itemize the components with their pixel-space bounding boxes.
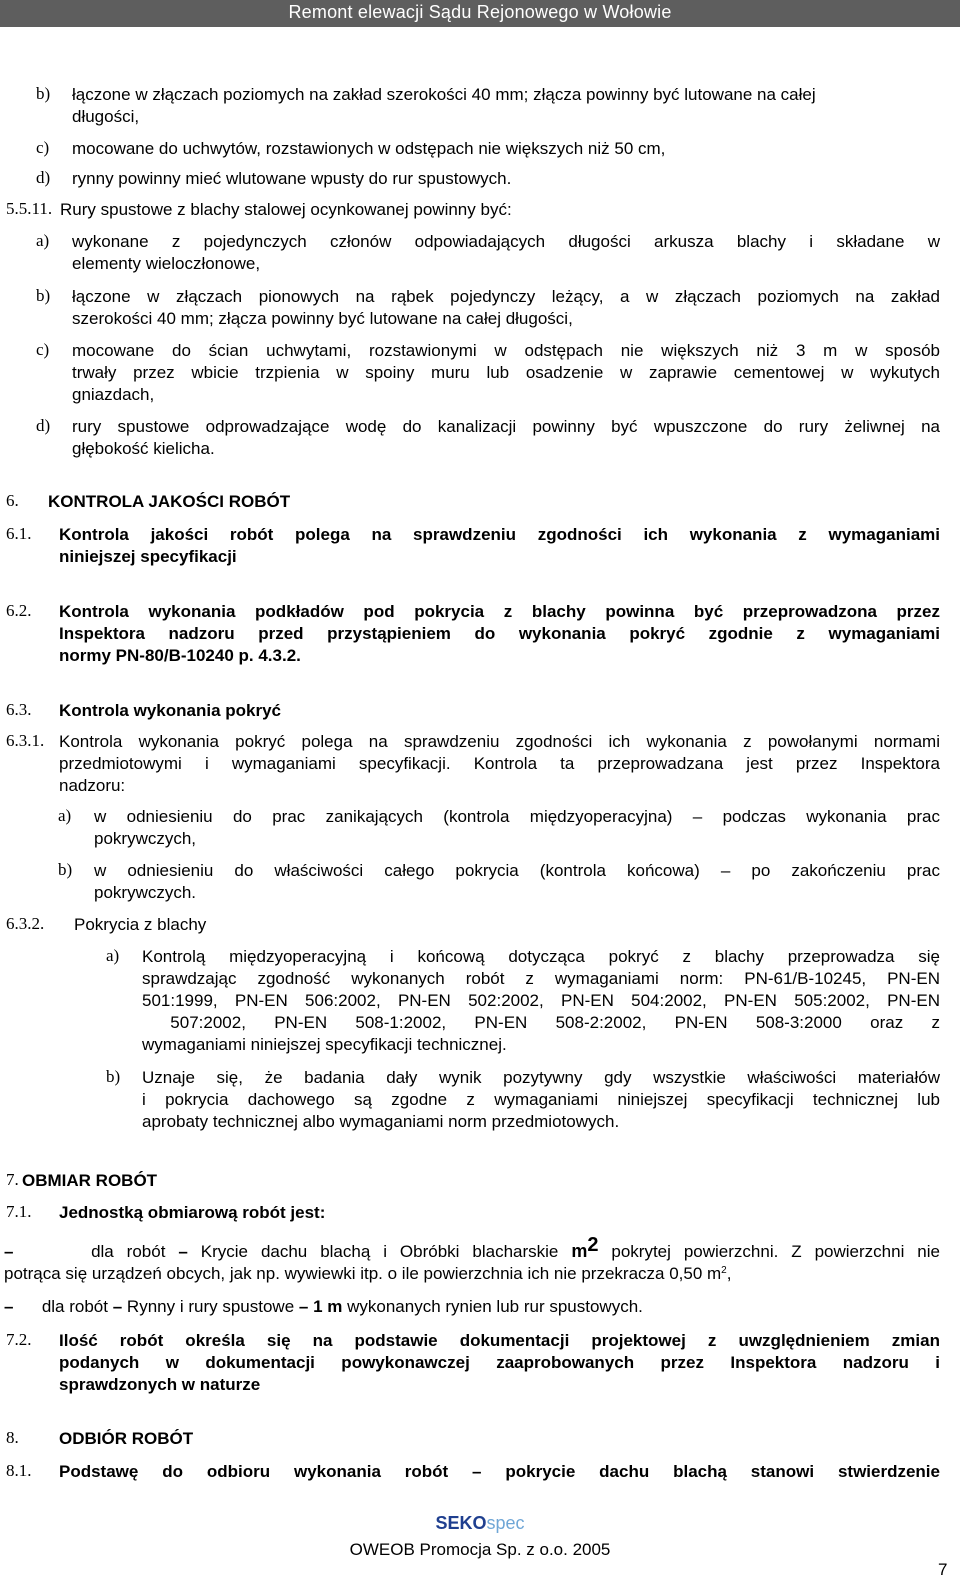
list-item (142, 946, 940, 1056)
section-text (59, 731, 940, 797)
line: Kontrola wykonania podkładów pod pokrycia z blachy powinna być przeprowadzona przez (59, 602, 940, 621)
text: pokrytej powierzchni. Z powierzchni nie (611, 1242, 940, 1261)
list-label: d) (36, 168, 51, 187)
line: Podstawę do odbioru wykonania robót – pokrycie dachu blachą stanowi stwierdzenie (59, 1462, 940, 1481)
line: Kontrola jakości robót polega na sprawdzeniu zgodności ich wykonania z wymaganiami (59, 525, 940, 544)
line: Kontrolą międzyoperacyjną i końcową dotycząca pokryć z blachy przeprowadza się (142, 947, 940, 966)
list-label: a) (58, 806, 72, 825)
list-item (72, 84, 940, 128)
section-number: 7. (6, 1170, 19, 1189)
line: rury spustowe odprowadzające wodę do kanalizacji powinny być wpuszczone do rury żeliwnej na (72, 417, 940, 436)
text: wykonanych rynien lub rur spustowych. (347, 1297, 643, 1316)
list-label: b) (36, 84, 51, 103)
text: potrąca się urządzeń obcych, jak np. wywiewki itp. o ile powierzchnia ich nie przekracza 0,50 m (4, 1264, 722, 1283)
section-number: 7.1. (6, 1202, 32, 1221)
line: Ilość robót określa się na podstawie dokumentacji projektowej z uwzględnieniem zmian (59, 1331, 940, 1350)
line: trwały przez wbicie trzpienia w spoiny muru lub osadzenie w zaprawie cementowej w wykutych (72, 363, 940, 382)
line: 507:2002, PN-EN 508-1:2002, PN-EN 508-2:2002, PN-EN 508-3:2000 oraz z (142, 1013, 940, 1032)
section-text (59, 1461, 940, 1483)
line: w odniesieniu do właściwości całego pokrycia (kontrola końcowa) – po zakończeniu prac (94, 861, 940, 880)
section-number: 8.1. (6, 1461, 32, 1480)
list-item (72, 138, 940, 160)
list-label: c) (36, 138, 50, 157)
list-label: a) (106, 946, 120, 965)
dash: – (112, 1297, 123, 1316)
unit: m (571, 1241, 588, 1261)
section-number: 6. (6, 491, 19, 510)
section-heading: OBMIAR ROBÓT (22, 1171, 158, 1190)
list-label: b) (58, 860, 73, 879)
line: łączone w złączach poziomych na zakład szerokości 40 mm; złącza powinny być lutowane na całej (72, 85, 816, 104)
line: sprawdzając zgodność wykonanych robót z wymaganiami norm: PN-61/B-10245, PN-EN (142, 969, 940, 988)
line: wykonane z pojedynczych członów odpowiadających długości arkusza blachy i składane w (72, 232, 940, 251)
list-label: b) (36, 286, 51, 305)
section-text (59, 524, 940, 568)
text: dla robót (91, 1242, 166, 1261)
line: długości, (72, 107, 140, 126)
section-number: 6.3.1. (6, 731, 45, 750)
text: Krycie dachu blachą i Obróbki blacharskie (200, 1242, 559, 1261)
line: mocowane do ścian uchwytami, rozstawionymi w odstępach nie większych niż 3 m w sposób (72, 341, 940, 360)
line: szerokości 40 mm; złącza powinny być lutowane na całej długości, (72, 309, 573, 328)
line: elementy wieloczłonowe, (72, 254, 261, 273)
list-item (94, 806, 940, 850)
line: mocowane do uchwytów, rozstawionych w odstępach nie większych niż 50 cm, (72, 139, 666, 158)
section-number: 7.2. (6, 1330, 32, 1349)
line: nadzoru: (59, 776, 126, 795)
unit: 1 m (313, 1297, 343, 1316)
page-header (0, 0, 960, 27)
dash: – (298, 1297, 309, 1316)
line: sprawdzonych w naturze (59, 1375, 261, 1394)
line: wymaganiami niniejszej specyfikacji technicznej. (142, 1035, 507, 1054)
dash-item (4, 1296, 940, 1318)
text: dla robót (41, 1297, 108, 1316)
page-number: 7 (938, 1560, 948, 1579)
section-heading: KONTROLA JAKOŚCI ROBÓT (48, 492, 291, 511)
header-title: Remont elewacji Sądu Rejonowego w Wołowie (288, 2, 672, 22)
section-number: 6.1. (6, 524, 32, 543)
list-item (72, 286, 940, 330)
line (4, 1296, 940, 1318)
line: rynny powinny mieć wlutowane wpusty do rur spustowych. (72, 169, 512, 188)
text: Rynny i rury spustowe (126, 1297, 295, 1316)
line: głębokość kielicha. (72, 439, 215, 458)
section-number: 6.2. (6, 601, 32, 620)
line: Inspektora nadzoru przed przystąpieniem do wykonania pokryć zgodnie z wymaganiami (59, 624, 940, 643)
list-item (142, 1067, 940, 1133)
line (4, 1263, 940, 1285)
dash: – (178, 1242, 188, 1261)
line: Kontrola wykonania pokryć polega na sprawdzeniu zgodności ich wykonania z powołanymi normami (59, 732, 940, 751)
footer-company: OWEOB Promocja Sp. z o.o. 2005 (349, 1540, 611, 1559)
list-item (72, 416, 940, 460)
list-item (94, 860, 940, 904)
dash-marker: – (4, 1297, 14, 1316)
section-title: Rury spustowe z blachy stalowej ocynkowanej powinny być: (60, 200, 512, 219)
line: przedmiotowymi i wymaganiami specyfikacji. Kontrola ta przeprowadzana jest przez Inspektora (59, 754, 940, 773)
dash-marker: – (4, 1242, 14, 1261)
section-number: 5.5.11. (6, 199, 53, 218)
line: pokrywczych, (94, 829, 197, 848)
section-text (59, 601, 940, 667)
section-number: 8. (6, 1428, 19, 1447)
footer-logo (0, 1513, 960, 1534)
list-item (72, 340, 940, 406)
list-item (72, 231, 940, 275)
line: niniejszej specyfikacji (59, 547, 237, 566)
section-number: 6.3. (6, 700, 32, 719)
section-heading: Jednostką obmiarową robót jest: (59, 1203, 326, 1222)
logo-text: spec (486, 1513, 525, 1533)
section-heading: ODBIÓR ROBÓT (59, 1429, 194, 1448)
line: i pokrycia dachowego są zgodne z wymaganiami niniejszej specyfikacji technicznej lub (142, 1090, 940, 1109)
line: pokrywczych. (94, 883, 197, 902)
exponent: 2 (721, 1265, 727, 1276)
line (4, 1234, 940, 1263)
unit-exponent: 2 (587, 1234, 599, 1256)
line: normy PN-80/B-10240 p. 4.3.2. (59, 646, 301, 665)
list-label: d) (36, 416, 51, 435)
line: łączone w złączach pionowych na rąbek pojedynczy leżący, a w złączach poziomych na zakład (72, 287, 940, 306)
section-heading: Pokrycia z blachy (74, 915, 207, 934)
line: 501:1999, PN-EN 506:2002, PN-EN 502:2002, PN-EN 504:2002, PN-EN 505:2002, PN-EN (142, 991, 940, 1010)
text: , (726, 1264, 732, 1283)
line: gniazdach, (72, 385, 155, 404)
line: aprobaty technicznej albo wymaganiami norm przedmiotowych. (142, 1112, 620, 1131)
line: w odniesieniu do prac zanikających (kontrola międzyoperacyjna) – podczas wykonania prac (94, 807, 940, 826)
list-label: b) (106, 1067, 121, 1086)
line: Uznaje się, że badania dały wynik pozytywny gdy wszystkie właściwości materiałów (142, 1068, 940, 1087)
list-label: a) (36, 231, 50, 250)
section-text (59, 1330, 940, 1396)
section-heading: Kontrola wykonania pokryć (59, 701, 281, 720)
list-label: c) (36, 340, 50, 359)
dash-item (4, 1234, 940, 1285)
section-number: 6.3.2. (6, 914, 45, 933)
list-item (72, 168, 940, 190)
line: podanych w dokumentacji powykonawczej zaaprobowanych przez Inspektora nadzoru i (59, 1353, 940, 1372)
logo-text: SEKO (435, 1513, 487, 1533)
